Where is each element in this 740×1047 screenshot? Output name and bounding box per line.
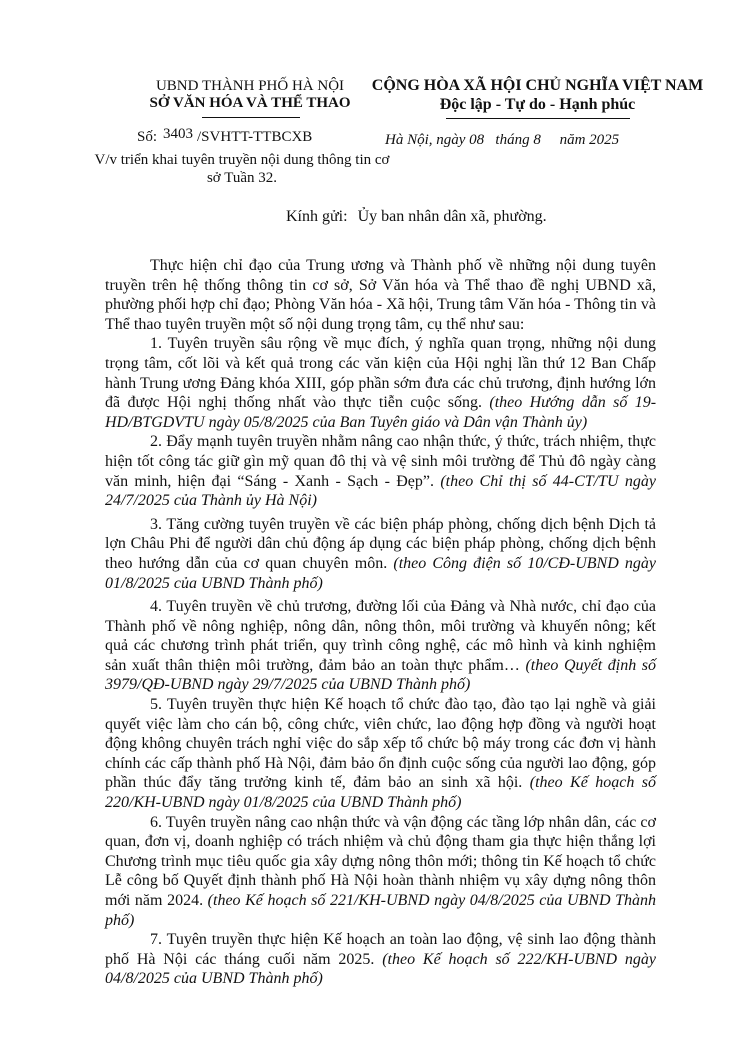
recipient-label: Kính gửi: [286, 208, 348, 225]
document-number-value: 3403 [163, 126, 194, 142]
list-item [105, 432, 656, 510]
document-number-suffix: /SVHTT-TTBCXB [197, 129, 313, 145]
item-reference: (theo Chỉ thị số 44-CT/TU ngày 24/7/2025 của Thành ủy Hà Nội) [105, 472, 657, 510]
document-subject: V/v triển khai tuyên truyền nội dung thông tin cơ sở Tuần 32. [94, 152, 390, 186]
item-reference: (theo Quyết định số 3979/QĐ-UBND ngày 29/7/2025 của UBND Thành phố) [105, 656, 657, 694]
list-item [105, 930, 656, 989]
item-text: 7. Tuyên truyền thực hiện Kế hoạch an toàn lao động, vệ sinh lao động thành phố Hà Nội các tháng cuối năm 2025. [105, 931, 656, 968]
motto-underline [446, 118, 630, 119]
issue-date-year: năm 2025 [559, 132, 620, 148]
item-text: 5. Tuyên truyền thực hiện Kế hoạch tổ chức đào tạo, đào tạo lại nghề và giải quyết việc làm cho cán bộ, công chức, viên chức, lao động hợp đồng và người hoạt động không chuyên trách nghỉ việc do sắp xếp tổ chức bộ máy trong các đơn vị hành chính các cấp thành phố Hà Nội, đảm bảo ổn định cuộc sống của người lao động, góp phần thúc đẩy tăng trưởng kinh tế, đảm bảo an sinh xã hội. [105, 696, 656, 792]
issue-date-place: Hà Nội, ngày 08 [385, 132, 485, 148]
issuing-department: SỞ VĂN HÓA VÀ THỂ THAO [149, 95, 351, 111]
list-item [105, 813, 656, 931]
recipient-name: Ủy ban nhân dân xã, phường. [357, 208, 547, 225]
department-underline [202, 117, 300, 118]
item-reference: (theo Công điện số 10/CĐ-UBND ngày 01/8/2025 của UBND Thành phố) [105, 554, 657, 592]
issuing-agency: UBND THÀNH PHỐ HÀ NỘI [155, 78, 345, 94]
item-reference: (theo Kế hoạch số 220/KH-UBND ngày 01/8/2025 của UBND Thành phố) [105, 774, 656, 812]
issue-date-month: tháng 8 [495, 132, 541, 148]
national-motto: Độc lập - Tự do - Hạnh phúc [439, 96, 636, 113]
item-text: 6. Tuyên truyền nâng cao nhận thức và vận động các tầng lớp nhân dân, các cơ quan, đơn vị, doanh nghiệp có trách nhiệm và chủ động tham gia thực hiện thắng lợi Chương trình mục tiêu quốc gia xây dựng nông thôn mới; thông tin Kế hoạch tổ chức Lễ công bố Quyết định thành phố Hà Nội hoàn thành nhiệm vụ xây dựng nông thôn mới năm 2024. [105, 813, 656, 909]
item-text: 2. Đẩy mạnh tuyên truyền nhằm nâng cao nhận thức, ý thức, trách nhiệm, thực hiện tốt công tác giữ gìn mỹ quan đô thị và vệ sinh môi trường để Thủ đô ngày càng văn minh, hiện đại “Sáng - Xanh - Sạch - Đẹp”. [105, 433, 656, 490]
country-name: CỘNG HÒA XÃ HỘI CHỦ NGHĨA VIỆT NAM [371, 77, 704, 94]
item-text: 3. Tăng cường tuyên truyền về các biện pháp phòng, chống dịch bệnh Dịch tả lợn Châu Phi để người dân chủ động áp dụng các biện pháp phòng, chống dịch bệnh theo hướng dẫn của cơ quan chuyên môn. [105, 515, 656, 572]
intro-paragraph: Thực hiện chỉ đạo của Trung ương và Thành phố về những nội dung tuyên truyền trên hệ thống thông tin cơ sở, Sở Văn hóa và Thể thao đề nghị UBND xã, phường phối hợp chỉ đạo; Phòng Văn hóa - Xã hội, Trung tâm Văn hóa - Thông tin và Thể thao tuyên truyền một số nội dung trọng tâm, cụ thể như sau: [105, 257, 656, 333]
item-text: 1. Tuyên truyền sâu rộng về mục đích, ý nghĩa quan trọng, những nội dung trọng tâm, cốt lõi và kết quả trong các văn kiện của Hội nghị lần thứ 12 Ban Chấp hành Trung ương Đảng khóa XIII, góp phần sớm đưa các chủ trương, định hướng lớn đã được Hội nghị thống nhất vào thực tiễn cuộc sống. [105, 335, 656, 412]
document-number [137, 126, 313, 146]
document-number-prefix: Số: [137, 129, 158, 145]
list-item [105, 597, 656, 695]
list-item [105, 695, 656, 813]
issue-date [385, 132, 619, 149]
recipient-line [286, 208, 547, 226]
document-body [105, 256, 656, 989]
item-text: 4. Tuyên truyền về chủ trương, đường lối của Đảng và Nhà nước, chỉ đạo của Thành phố về nông nghiệp, nông dân, nông thôn, môi trường và khuyến nông; kết quả các chương trình phát triển, quy trình công nghệ, các mô hình và kinh nghiệm sản xuất thân thiện môi trường, đảm bảo an toàn thực phẩm… [105, 598, 656, 674]
item-reference: (theo Hướng dẫn số 19-HD/BTGDVTU ngày 05/8/2025 của Ban Tuyên giáo và Dân vận Thành ủy) [105, 394, 657, 431]
list-item [105, 515, 656, 593]
item-reference: (theo Kế hoạch số 222/KH-UBND ngày 04/8/2025 của UBND Thành phố) [105, 950, 656, 988]
item-reference: (theo Kế hoạch số 221/KH-UBND ngày 04/8/2025 của UBND Thành phố) [105, 892, 657, 929]
list-item [105, 334, 656, 432]
